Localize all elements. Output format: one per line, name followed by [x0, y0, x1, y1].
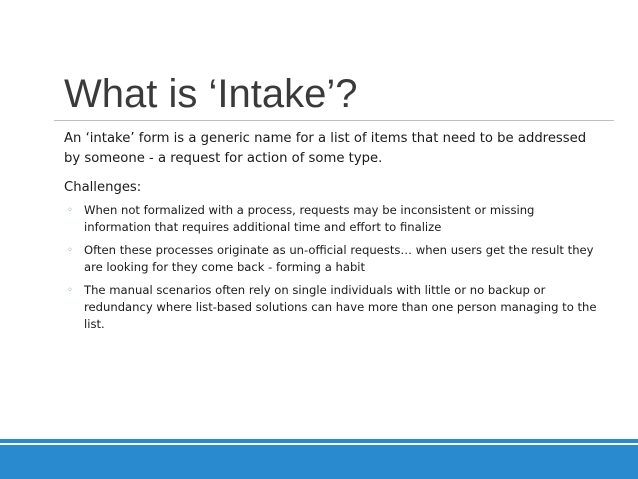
list-item-text: Often these processes originate as un-official requests… when users get the result they are looking for they come back - forming a habit [84, 243, 594, 274]
bullet-circle-icon: ◦ [67, 285, 73, 296]
list-item [64, 202, 604, 236]
challenges-list [64, 202, 604, 333]
bullet-circle-icon: ◦ [67, 205, 73, 216]
challenges-heading: Challenges: [64, 180, 142, 195]
bullet-circle-icon: ◦ [67, 245, 73, 256]
list-item-text: The manual scenarios often rely on single individuals with little or no backup or redundancy where list-based solutions can have more than one person managing to the list. [84, 283, 597, 331]
intro-paragraph: An ‘intake’ form is a generic name for a list of items that need to be addressed by someone - a request for action of some type. [64, 131, 587, 166]
list-item-text: When not formalized with a process, requests may be inconsistent or missing information that requires additional time and effort to finalize [84, 203, 535, 234]
footer-accent-band [0, 445, 638, 479]
list-item [64, 242, 604, 276]
list-item [64, 282, 604, 333]
slide-title: What is ‘Intake’? [64, 72, 358, 116]
title-divider [54, 120, 614, 121]
slide-body [64, 129, 604, 339]
footer-accent-line [0, 439, 638, 443]
